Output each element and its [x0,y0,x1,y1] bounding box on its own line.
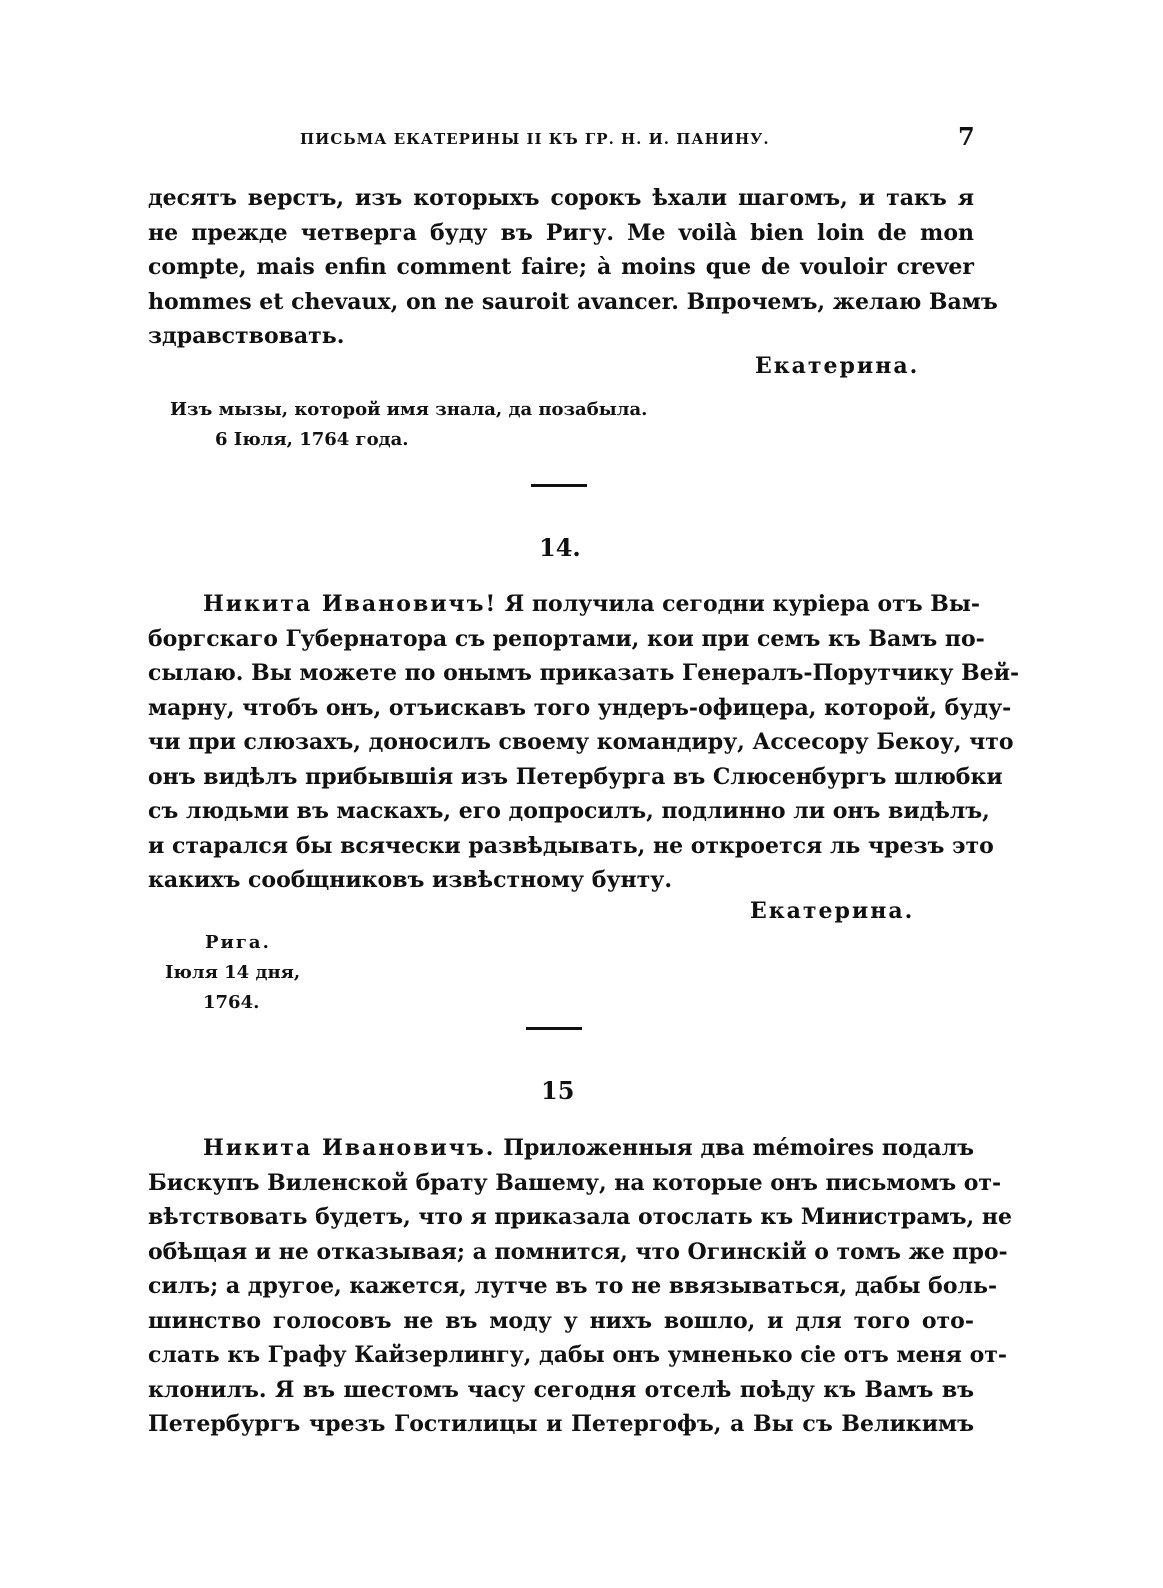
text-line: hommes et chevaux, on ne sauroit avancer. Впрочемъ, желаю Вамъ [148,288,998,315]
section-divider [526,1027,582,1030]
text-line: не прежде четверга буду въ Ригу. Me voilà bien loin de mon [148,219,974,246]
text-line: compte, mais enfin comment faire; à moins que de vouloir crever [148,254,974,280]
text-line: Петербургъ чрезъ Гостилицы и Петергофъ, а Вы съ Великимъ [148,1411,974,1437]
text-line: съ людьми въ маскахъ, его допросилъ, подлинно ли онъ видѣлъ, [148,798,990,824]
text-line: боргскаго Губернатора съ репортами, кои при семъ къ Вамъ по- [148,625,985,652]
letter-14-place-date [165,928,300,1018]
letter-14-body [148,587,1020,898]
running-title: ПИСЬМА ЕКАТЕРИНЫ II КЪ ГР. Н. И. ПАНИНУ. [300,130,770,148]
text-line: чи при слюзахъ, доносилъ своему командиру, Ассесору Бекоу, что [148,729,1014,755]
text-line: какихъ сообщниковъ извѣстному бунту. [148,867,673,893]
letter-14-place: Рига. [205,932,271,953]
letter-13-place-date [170,395,647,455]
text-line: и старался бы всячески развѣдывать, не откроется ль чрезъ это [148,832,994,859]
text-line: Бискупъ Виленской брату Вашему, на которые онъ письмомъ от- [148,1169,1002,1196]
text-line: шинство голосовъ не въ моду у нихъ вошло, и для того ото- [148,1307,974,1334]
letter-13-body [148,181,998,354]
text-line: здравствовать. [148,323,345,349]
text-line: десятъ верстъ, изъ которыхъ сорокъ ѣхали шагомъ, и такъ я [148,185,974,211]
letter-14-salutation: Никита Ивановичъ! [203,591,498,617]
letter-14-date: Іюля 14 дня, [165,962,301,983]
text-line: слать къ Графу Кайзерлингу, дабы онъ умненько сіе отъ меня от- [148,1342,1008,1368]
text-line [148,587,981,622]
text-line: сылаю. Вы можете по онымъ приказать Генералъ-Порутчику Вей- [148,660,1020,686]
letter-13-place: Изъ мызы, которой имя знала, да позабыла. [170,399,648,420]
text-line: вѣтствовать будетъ, что я приказала отослать къ Министрамъ, не [148,1204,1012,1230]
text-fragment: Приложенныя два mémoires подалъ [503,1135,974,1161]
text-line [148,1131,974,1166]
letter-15-body [148,1131,1012,1442]
letter-14-signature: Екатерина. [750,898,915,924]
text-fragment: Я получила сегодни куріера отъ Вы- [504,591,981,617]
letter-14-year: 1764. [203,992,260,1013]
letter-13-signature: Екатерина. [755,353,920,379]
letter-14-number: 14. [539,533,581,562]
letter-13-date: 6 Іюля, 1764 года. [215,429,409,450]
text-line: силъ; а другое, кажется, лутче въ то не ввязываться, дабы боль- [148,1273,998,1299]
text-line: онъ видѣлъ прибывшія изъ Петербурга въ Слюсенбургъ шлюбки [148,763,1003,790]
letter-15-number: 15 [541,1076,575,1105]
text-line: обѣщая и не отказывая; а помнится, что Огинскій о томъ же про- [148,1238,1008,1265]
text-line: марну, чтобъ онъ, отъискавъ того ундеръ-офицера, которой, буду- [148,694,1012,721]
page-number: 7 [958,122,975,151]
text-line: клонилъ. Я въ шестомъ часу сегодня отселѣ поѣду къ Вамъ въ [148,1376,974,1403]
section-divider [531,484,587,487]
letter-15-salutation: Никита Ивановичъ. [203,1135,496,1161]
